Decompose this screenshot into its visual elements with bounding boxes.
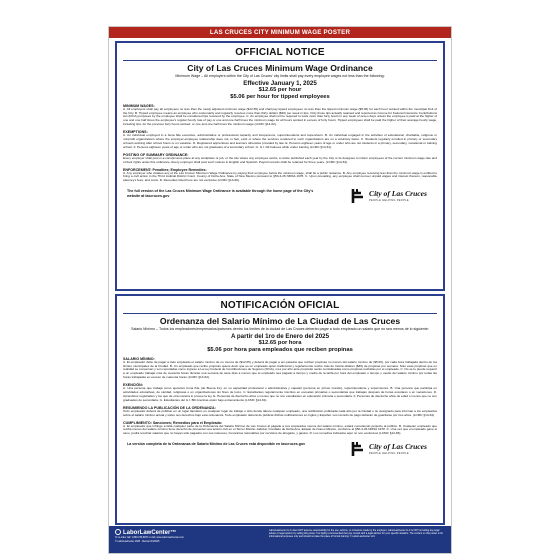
notice-heading: NOTIFICACIÓN OFICIAL (220, 300, 340, 311)
section-body: A. All employers shall pay all employees no less than the newly adjusted minimum wage ($12.65) and shall pay tipped employees no less than the tipped minimum wage ($5.06) for each hour worked within the municipal limit of the City. B. Tipped employee means an employee who customarily and regularly receives more than thirty dollars ($30) per week in tips. Only those tips actually retained and reported as income for Federal Insurance Contributions Act (FICA) purposes by the employee shall be considered tips received by the employee. C. An employee shall not be required to work more than forty hours in any week of seven days unless the employee is paid at the higher of one and one half times the employee's regular hourly rate of pay or one and one half times the minimum wage for all hours worked in excess of forty hours. Tipped employees shall be paid the higher of their average hourly wage, including tips, for the previous forty hours worked, or one and one half times the minimum wage (LCMC §14-62). (123, 106, 437, 127)
section-body: Todo empleador deberá de publicar en un lugar llamativo en cualquier lugar de trabajo o sitio donde labore cualquier empleado, una notificación publicada cada año por la Ciudad o su designado para informar a los empleados sobre el salario mínimo actual y sobre sus derechos bajo esta ordenanza. Todo empleador deberá de publicar dichas notificaciones en Inglés y Español. Los récords de pago deberán de guardarse por tres años. (LCMC §14-64). (123, 408, 437, 417)
divider (123, 313, 437, 314)
ordinance-title: City of Las Cruces Minimum Wage Ordinance (187, 63, 373, 73)
section-title: SALARIO MÍNIMO: (123, 356, 155, 361)
full-version-note: The full version of the Las Cruces Minimum Wage Ordinance is available through the home page of the City's website at lascruces.gov (127, 189, 314, 198)
brand-mark: ™ (170, 530, 177, 536)
section-title: ENFORCEMENT: Penalties; Employee Remedies: (123, 167, 207, 172)
poster (108, 26, 452, 554)
full-version-note: La versión completa de la Ordenanza de Salario Mínimo de Las Cruces está disponible en lascruces.gov (127, 442, 306, 447)
section-body: A. El empleador debe de pagar a todo empleado el salario mínimo de no menos de ($12.65) y deberá de pagar a em-pleados que reciben propinas no menos del salario mínimo de ($5.06), por cada hora trabajada dentro de los límites municipales de la Ciudad. B. Un empleado que recibe propinas quiere decir que es un empleado quien tradicional y regularmente recibe más de treinta dólares ($30) de propinas por semana. Solo esas propinas que en realidad se conservan y son reportadas como ingreso a La Ley Federal de Contribuciones de Seguros (FICA), mes por año ante propósito serán consideradas como propinas recibidas por el empleado. C. No se le puede requerir a un empleado trabajar más de cuarenta horas durante una semana de siete días a menos que el empleado sea pagado a tiempo y medio de la tarifa por hora del empleado o tiempo y medio del salario mínimo por todas las horas trabajadas en exceso de cuarenta horas (LCMC §14-62). (123, 359, 437, 380)
logo-tagline: PEOPLE HELPING PEOPLE (369, 452, 409, 456)
city-logo-icon (349, 187, 367, 205)
section-title: RESUMIENDO LA PUBLICACIÓN DE LA ORDENANZA: (123, 405, 216, 410)
ordinance-title: Ordenanza del Salario Mínimo de La Ciudad de Las Cruces (159, 316, 401, 326)
english-notice-section (115, 41, 445, 291)
effective-date: Effective January 1, 2025 (243, 80, 317, 88)
section-body: Every employer shall post in a conspicuous place at any workplace or job, or the site where any employee works, a notice published each year by the City or its designee to inform employees of the current minimum wage rate and of their rights under this ordinance. Every employer shall post such notices in English and Spanish. Payroll records shall be retained for three years. (LCMC §14-64). (123, 155, 437, 164)
section-body: A. An individual employed in a bona fide executive, administrative or professional capacity and forepersons, superintendents and supervisors. B. An individual engaged in the activities of educational, charitable, religious or nonprofit organizations where the employer-employee relationship does not, in fact, exist or where the services rendered to such organizations are on a voluntary basis. C. Students regularly enrolled in primary or secondary schools working after school hours or on vacation. D. Registered apprentices and learners otherwise provided by law. E. Persons eighteen years of age or under who are not students in a primary, secondary, vocational or training school. F. Persons eighteen years of age or under who are not graduates of a secondary school. G. G.I. bill trainees while under training (LCMC §14-61). (123, 133, 437, 149)
poster-code: © LaborLawCenter 2025 · Revised 01/2025 (115, 540, 160, 543)
wage-tipped: $5.06 por hora para empleados que reciben propinas (207, 347, 353, 353)
publisher-info (115, 529, 225, 544)
brand-circle-icon (115, 529, 121, 535)
city-logo (349, 187, 435, 207)
wage-hourly: $12.65 per hour (258, 87, 302, 94)
effective-date: A partir del 1ro de Enero del 2025 (230, 333, 330, 341)
brand-name: LaborLawCenter (123, 530, 171, 536)
section-title: EXEMPTIONS: (123, 130, 148, 135)
wage-hourly: $12.65 por hora (258, 340, 302, 347)
section-title: POSTING OF SUMMARY ORDINANCE: (123, 152, 189, 157)
divider (123, 60, 437, 61)
spanish-footer (123, 440, 437, 466)
spanish-notice-section (115, 294, 445, 525)
section-body: A. Any employer who violates any of the Las Cruces' Minimum Wage Ordinance by paying their employee below the minimum wage, shall be a public nuisance. B. Any employee receiving less than the minimum wage is entitled to bring a civil action in the Third Judicial District Court, County of Doña Ana, State of New Mexico pursuant to §50-4-26 NMSA 1978. C. Upon prevailing, any employee shall recover unpaid wages and interest thereon, reasonable attorney's fees, and costs. D. Remedies listed here are not exclusive (LCMC §14-66). (123, 170, 437, 183)
city-logo (349, 440, 435, 460)
legal-disclaimer: LaborLawCenter LLC does NOT assume responsibility for the use, actions, or omissions made by the employer. LaborLawCenter LLC is NOT providing any legal advice or legal opinion by selling this poster. It is highly recommended that you consult with a legal advisor for your specific situation. The content on this poster is for informational purposes only and should not take the place of formal training. © LaborLawCenter LLC (269, 529, 444, 539)
ordinance-subtitle: Salario Mínimo – Todos los empleadores/empresarios/patrones dentro los límites de la ciudad de Las Cruces deberán pagar a todo empleado un salario que no sea menos de lo siguiente: (131, 327, 429, 331)
section-title: CUMPLIMIENTO: Sanciones; Remedios para el Empleado: (123, 420, 223, 425)
section-body: A. Una persona que trabaja como ejecutivo bona fide (de Buena Fe), en su capacidad profesional o administrativa y capataz (persona en primer mando), superintendente y supervisores. B. Una persona que participa en actividades educativas, de caridad, religiosas o en organizaciones sin fines de lucro. C. Estudiantes regularmente inscritos en escuelas primarias o secundarias que trabajan después de horas escolares o en vacaciones. D. Aprendices registrados y los que de otra manera lo provee la ley. E. Personas de dieciocho años o menos que no son estudiantes en educación primaria o secundaria. F. Personas de dieciocho años de edad o menos que no son graduados de secundaria. G. Estudiantes del G.I. Bill mientras estén bajo entrenamiento (LCMC §14-61). (123, 386, 437, 402)
ordinance-subtitle: Minimum Wage – All employers within the City of Las Cruces' city limits shall pay every employee wages not less than the following: (175, 74, 385, 78)
reorder-contact: To re-order call: 1-800-745-9970 or visit: www.LaborLawCenter.com (115, 537, 184, 539)
top-banner: LAS CRUCES CITY MINIMUM WAGE POSTER (109, 27, 451, 38)
section-title: MINIMUM WAGES: (123, 103, 155, 108)
logo-tagline: PEOPLE HELPING PEOPLE (369, 199, 409, 203)
city-logo-icon (349, 440, 367, 458)
section-title: EXENCIÓN: (123, 383, 143, 388)
logo-name: City of Las Cruces (369, 189, 428, 199)
publisher-footer (109, 526, 451, 553)
section-body: A. El empleador que infringe a falta cualquier parte de la Ordenanza del Salario Mínimo de Las Cruces al pagarle a sus empleados menos del salario mínimo, estará cometiendo perjuicio al público. B. Cualquier empleado que reciba menos del salario mínimo tiene derecho de presentar una acción civil en el Tercer Distrito Judicial, Condado de Doña Ana, Estado de Nuevo México, conforme al §50-4-26 NMSA 1978. C. Una vez que el empleado gane el caso, podrá recobrar salarios que no hayan sido pagados con sus intereses, honorarios razonables por servicios de abogado, y gastos. D. Los remedios indicados aquí no son exclusivos (LCMC §14-66). (123, 423, 437, 436)
logo-name: City of Las Cruces (369, 442, 428, 452)
wage-tipped: $5.06 per hour for tipped employees (230, 94, 330, 100)
notice-heading: OFFICIAL NOTICE (235, 47, 325, 58)
english-footer (123, 187, 437, 213)
publisher-brand (115, 529, 225, 536)
